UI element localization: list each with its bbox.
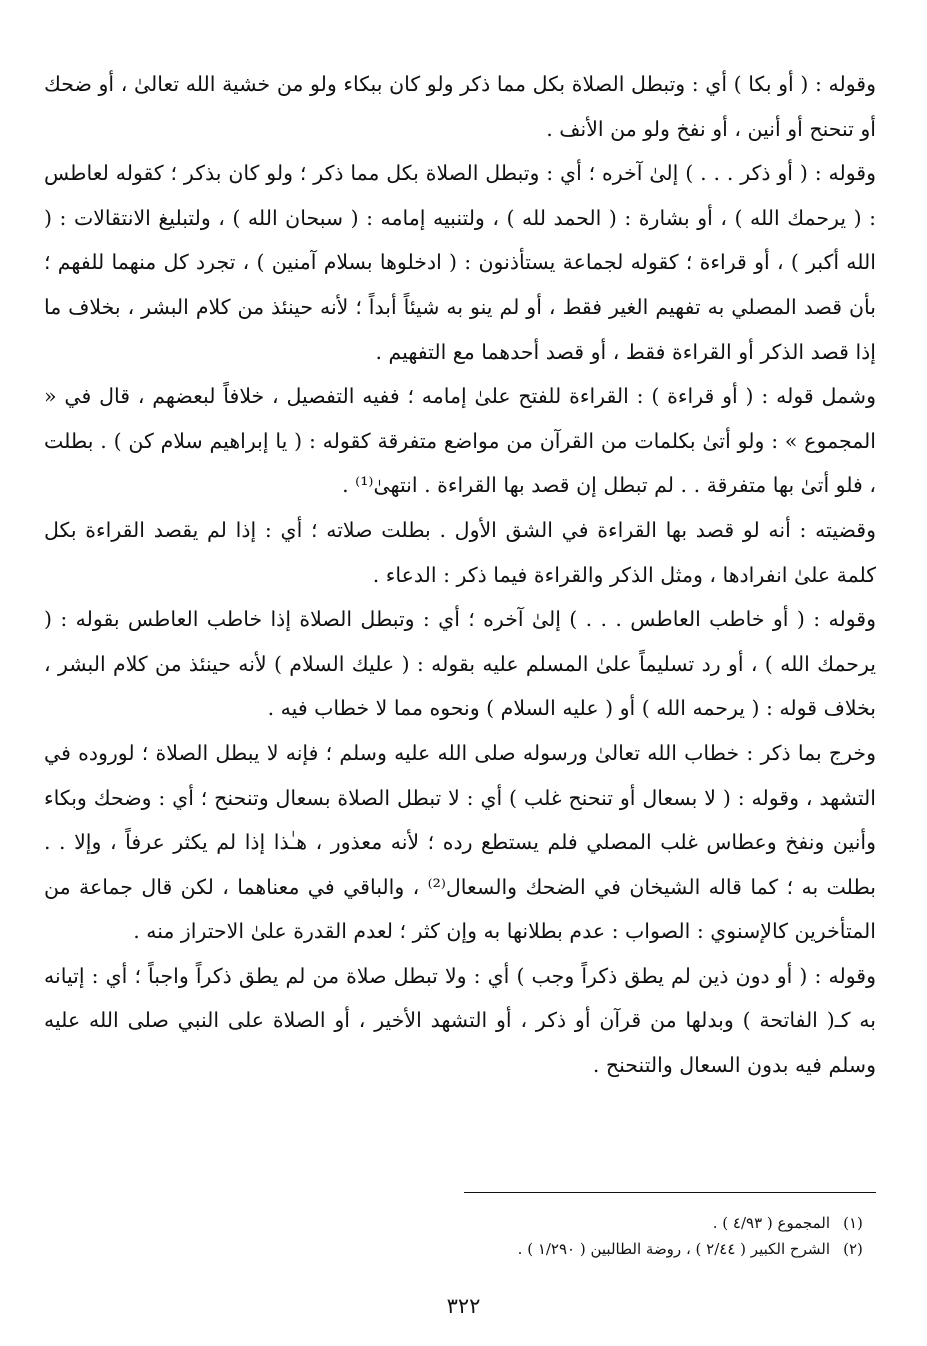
paragraph: وقضيته : أنه لو قصد بها القراءة في الشق الأول . بطلت صلاته ؛ أي : إذا لم يقصد القراءة بكل كلمة علىٰ انفرادها ، ومثل الذكر والقراءة فيما ذكر : الدعاء . [44, 517, 876, 587]
paragraph: وخرج بما ذكر : خطاب الله تعالىٰ ورسوله صلى الله عليه وسلم ؛ فإنه لا يبطل الصلاة ؛ لوروده في التشهد ، وقوله : ( لا بسعال أو تنحنح غلب ) أي : لا تبطل الصلاة بسعال وتنحنح ؛ أي : وضحك وبكاء وأنين ونفخ وعطاس غلب المصلي فلم يستطع رده ؛ لأنه معذور ، هـٰذا إذا لم يكثر عرفاً ، وإلا . . بطلت به ؛ كما قاله الشيخان في الضحك والسعال⁽²⁾ ، والباقي في معناهما ، لكن قال جماعة من المتأخرين كالإسنوي : الصواب : عدم بطلانها به وإن كثر ؛ لعدم القدرة علىٰ الاحتراز منه . [44, 740, 876, 944]
paragraph: وقوله : ( أو بكا ) أي : وتبطل الصلاة بكل مما ذكر ولو كان ببكاء ولو من خشية الله تعالىٰ ، أو ضحك أو تنحنح أو أنين ، أو نفخ ولو من الأنف . [44, 72, 876, 141]
footnote-number: (٢) [843, 1240, 863, 1258]
footnote-text: المجموع ( ٤/٩٣ ) . [712, 1214, 830, 1232]
footnote-text: الشرح الكبير ( ٢/٤٤ ) ، روضة الطالبين ( ١/٢٩٠ ) . [517, 1240, 830, 1258]
footnote [44, 1210, 876, 1236]
paragraph: وشمل قوله : ( أو قراءة ) : القراءة للفتح علىٰ إمامه ؛ ففيه التفصيل ، خلافاً لبعضهم ، قال في « المجموع » : ولو أتىٰ بكلمات من القرآن من مواضع متفرقة كقوله : ( يا إبراهيم سلام كن ) . بطلت ، فلو أتىٰ بها متفرقة . . لم تبطل إن قصد بها القراءة . انتهىٰ⁽¹⁾ . [44, 384, 876, 498]
footnotes [44, 1210, 876, 1262]
footnote-divider [464, 1192, 876, 1193]
main-text [44, 62, 876, 1088]
footnote [44, 1236, 876, 1262]
paragraph: وقوله : ( أو خاطب العاطس . . . ) إلىٰ آخره ؛ أي : وتبطل الصلاة إذا خاطب العاطس بقوله : ( يرحمك الله ) ، أو رد تسليماً علىٰ المسلم عليه بقوله : ( عليك السلام ) لأنه حينئذ من كلام البشر ، بخلاف قوله : ( يرحمه الله ) أو ( عليه السلام ) ونحوه مما لا خطاب فيه . [44, 607, 876, 721]
footnote-number: (١) [843, 1214, 863, 1232]
page-number: ٣٢٢ [446, 1294, 481, 1318]
paragraph: وقوله : ( أو ذكر . . . ) إلىٰ آخره ؛ أي : وتبطل الصلاة بكل مما ذكر ؛ ولو كان بذكر ؛ كقوله لعاطس : ( يرحمك الله ) ، أو بشارة : ( الحمد لله ) ، ولتنبيه إمامه : ( سبحان الله ) ، ولتبليغ الانتقالات : ( الله أكبر ) ، أو قراءة ؛ كقوله لجماعة يستأذنون : ( ادخلوها بسلام آمنين ) ، تجرد كل منهما للفهم ؛ بأن قصد المصلي به تفهيم الغير فقط ، أو لم ينو به شيئاً أبداً ؛ لأنه حينئذ من كلام البشر ، بخلاف ما إذا قصد الذكر أو القراءة فقط ، أو قصد أحدهما مع التفهيم . [44, 161, 876, 364]
paragraph: وقوله : ( أو دون ذين لم يطق ذكراً وجب ) أي : ولا تبطل صلاة من لم يطق ذكراً واجباً ؛ أي : إتيانه به كـ( الفاتحة ) وبدلها من قرآن أو ذكر ، أو التشهد الأخير ، أو الصلاة على النبي صلى الله عليه وسلم فيه بدون السعال والتنحنح . [44, 963, 876, 1078]
